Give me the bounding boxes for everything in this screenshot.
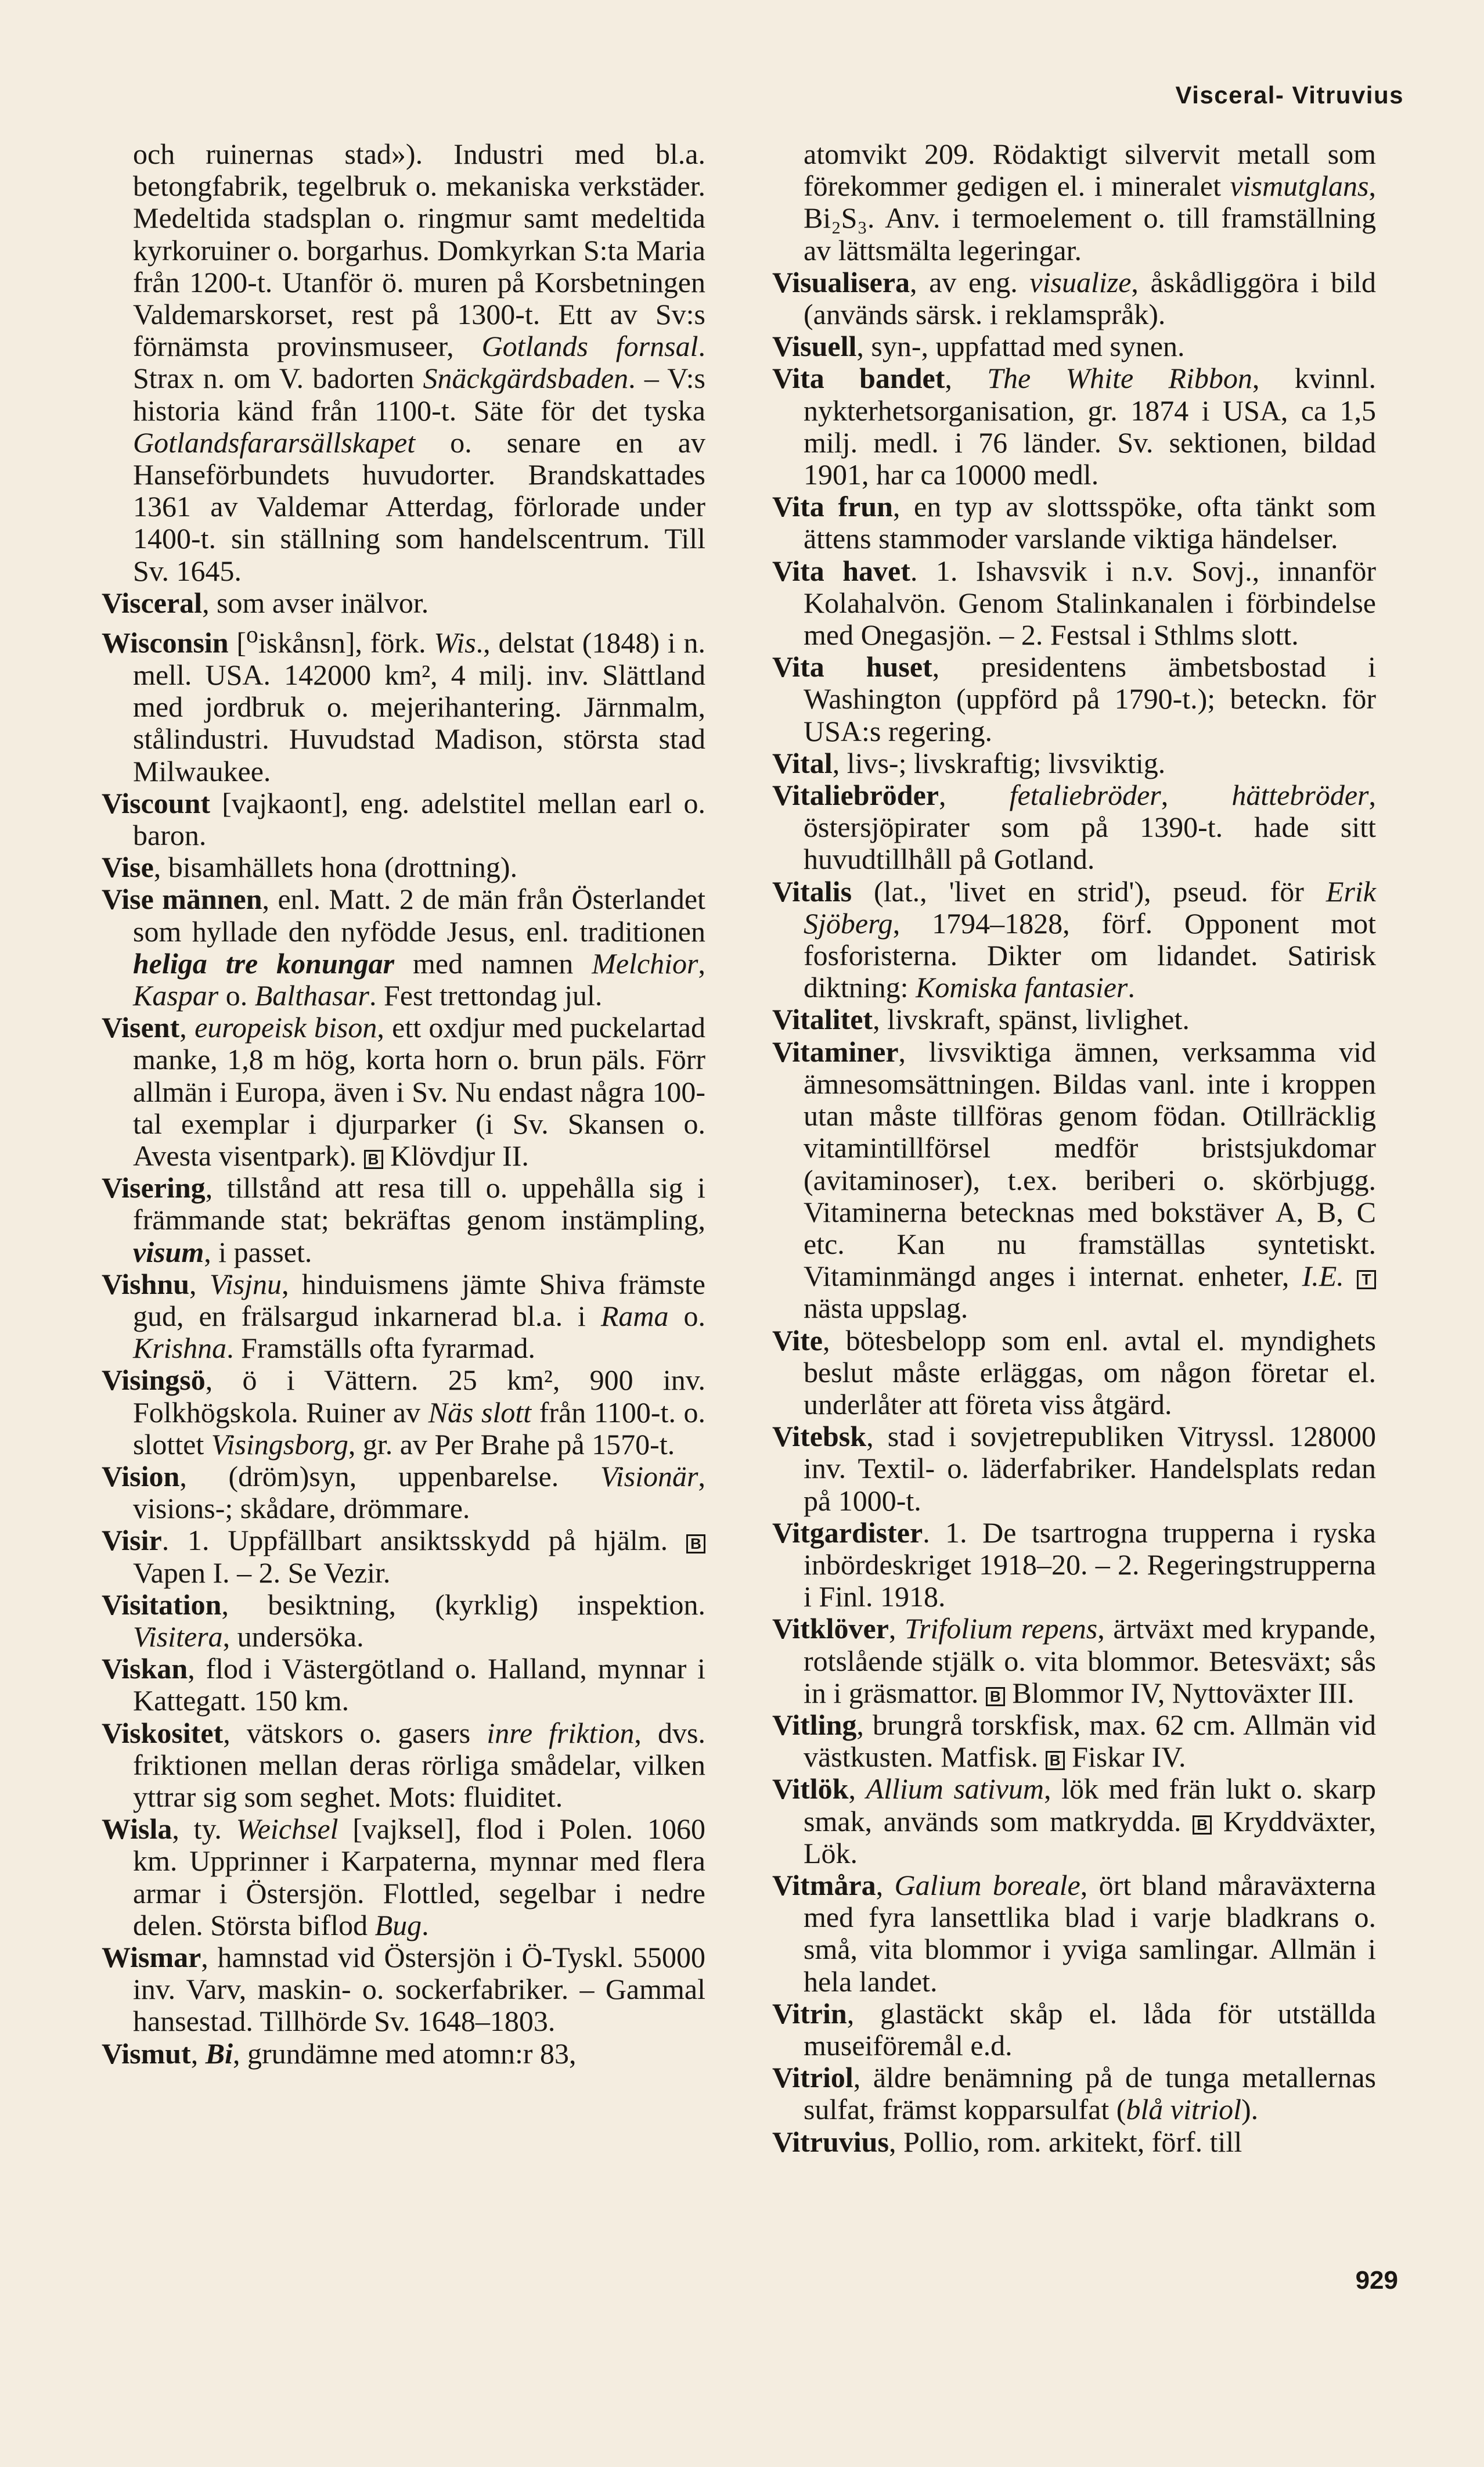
left-column (102, 138, 705, 2070)
dictionary-entry: Vitgardister. 1. De tsartrogna trupperna i ryska inbördeskriget 1918–20. – 2. Regeringstrupperna i Finl. 1918. (772, 1516, 1376, 1613)
dictionary-entry: Vishnu, Visjnu, hinduismens jämte Shiva främste gud, en frälsargud inkarnerad bl.a. i Rama o. Krishna. Framställs ofta fyrarmad. (102, 1267, 705, 1365)
dictionary-entry: Viskositet, vätskors o. gasers inre friktion, dvs. friktionen mellan deras rörliga smådelar, vilken yttrar sig som seghet. Mots: fluiditet. (102, 1716, 705, 1814)
dictionary-entry: Visir. 1. Uppfällbart ansiktsskydd på hjälm. B Vapen I. – 2. Se Vezir. (102, 1524, 705, 1588)
dictionary-entry: Wisla, ty. Weichsel [vajksel], flod i Polen. 1060 km. Upprinner i Karpaterna, mynnar med flera armar i Östersjön. Flottled, segelbar i nedre delen. Största biflod Bug. (102, 1813, 705, 1941)
dictionary-entry: Vitrin, glastäckt skåp el. låda för utställda museiföremål e.d. (772, 1997, 1376, 2062)
dictionary-entry: Vitalitet, livskraft, spänst, livlighet. (772, 1003, 1190, 1036)
dictionary-entry: Wismar, hamnstad vid Östersjön i Ö-Tyskl. 55000 inv. Varv, maskin- o. sockerfabriker. – Gammal hansestad. Tillhörde Sv. 1648–1803. (102, 1941, 705, 2038)
dictionary-entry: Vita frun, en typ av slottsspöke, ofta tänkt som ättens stammoder varslande viktiga händelser. (772, 490, 1376, 555)
dictionary-entry: Visualisera, av eng. visualize, åskådliggöra i bild (används särsk. i reklamspråk). (772, 265, 1376, 331)
reference-box-icon: B (364, 1150, 383, 1169)
running-header: Visceral- Vitruvius (1175, 81, 1404, 109)
right-column (772, 138, 1376, 2158)
dictionary-entry: Vise, bisamhällets hona (drottning). (102, 851, 518, 884)
dictionary-entry: Vitaminer, livsviktiga ämnen, verksamma vid ämnesomsättningen. Bildas vanl. inte i kroppen utan måste tillföras genom födan. Otillräcklig vitamintillförsel medför bristsjukdomar (avitaminoser), t.ex. beriberi o. skörbjugg. Vitaminerna betecknas med bokstäver A, B, C etc. Kan nu framställas syntetiskt. Vitaminmängd anges i internat. enheter, I.E. T nästa uppslag. (772, 1035, 1376, 1325)
dictionary-entry: Vision, (dröm)syn, uppenbarelse. Visionär, visions-; skådare, drömmare. (102, 1459, 705, 1525)
reference-box-icon: B (1046, 1751, 1065, 1770)
dictionary-entry: Vitriol, äldre benämning på de tunga metallernas sulfat, främst kopparsulfat (blå vitriol). (772, 2061, 1376, 2126)
dictionary-entry: Vita bandet, The White Ribbon, kvinnl. nykterhetsorganisation, gr. 1874 i USA, ca 1,5 milj. medl. i 76 länder. Sv. sektionen, bildad 1901, har ca 10000 medl. (772, 362, 1377, 491)
dictionary-entry: Vitklöver, Trifolium repens, ärtväxt med krypande, rotslående stjälk o. vita blommor. Betesväxt; sås in i gräsmattor. B Blommor IV, Nyttoväxter III. (772, 1612, 1376, 1709)
dictionary-entry: Vitaliebröder, fetaliebröder, hättebröder, östersjöpirater som på 1390-t. hade sitt huvudtillhåll på Gotland. (772, 779, 1376, 876)
dictionary-entry: Viscount [vajkaont], eng. adelstitel mellan earl o. baron. (102, 786, 705, 851)
dictionary-entry: Visceral, som avser inälvor. (102, 586, 429, 619)
reference-box-icon: B (986, 1687, 1005, 1706)
dictionary-entry: Visent, europeisk bison, ett oxdjur med puckelartad manke, 1,8 m hög, korta horn o. brun päls. Förr allmän i Europa, även i Sv. Nu endast några 100-tal exemplar i djurparker (i Sv. Skansen o. Avesta visentpark). B Klövdjur II. (102, 1011, 705, 1172)
dictionary-entry: Vismut, Bi, grundämne med atomn:r 83, (102, 2037, 577, 2070)
reference-box-icon: T (1357, 1270, 1376, 1289)
dictionary-entry: Visitation, besiktning, (kyrklig) inspektion. Visitera, undersöka. (102, 1588, 705, 1653)
reference-box-icon: B (686, 1534, 705, 1553)
dictionary-entry: Visuell, syn-, uppfattad med synen. (772, 330, 1185, 363)
dictionary-entry: Vita huset, presidentens ämbetsbostad i Washington (uppförd på 1790-t.); beteckn. för USA:s regering. (772, 650, 1376, 747)
dictionary-entry: Visingsö, ö i Vättern. 25 km², 900 inv. Folkhögskola. Ruiner av Näs slott från 1100-t. o. slottet Visingsborg, gr. av Per Brahe på 1570-t. (102, 1364, 705, 1461)
reference-box-icon: B (1193, 1815, 1212, 1835)
dictionary-entry: Vitlök, Allium sativum, lök med frän lukt o. skarp smak, används som matkrydda. B Kryddväxter, Lök. (772, 1772, 1376, 1869)
dictionary-entry: Vitebsk, stad i sovjetrepubliken Vitryssl. 128000 inv. Textil- o. läderfabriker. Handelsplats redan på 1000-t. (772, 1420, 1376, 1517)
dictionary-entry: Visering, tillstånd att resa till o. uppehålla sig i främmande stat; bekräftas genom instämpling, visum, i passet. (102, 1171, 705, 1268)
dictionary-entry: Viskan, flod i Västergötland o. Halland, mynnar i Kattegatt. 150 km. (102, 1652, 705, 1717)
dictionary-entry: Vitling, brungrå torskfisk, max. 62 cm. Allmän vid västkusten. Matfisk. B Fiskar IV. (772, 1708, 1376, 1774)
page-number: 929 (1355, 2266, 1398, 2295)
dictionary-entry: Vite, bötesbelopp som enl. avtal el. myndighets beslut måste erläggas, om någon företar el. underlåter att företa viss åtgärd. (772, 1324, 1376, 1420)
dictionary-entry: Vita havet. 1. Ishavsvik i n.v. Sovj., innanför Kolahalvön. Genom Stalinkanalen i förbindelse med Onegasjön. – 2. Festsal i Sthlms slott. (772, 554, 1376, 652)
dictionary-entry: Vitruvius, Pollio, rom. arkitekt, förf. till (772, 2125, 1242, 2158)
right-column-continuation: atomvikt 209. Rödaktigt silvervit metall som förekommer gedigen el. i mineralet vismutglans, Bi₂S₃. Anv. i termoelement o. till framställning av lättsmälta legeringar. (804, 138, 1376, 267)
dictionary-entry: Vital, livs-; livskraftig; livsviktig. (772, 746, 1166, 779)
dictionary-entry: Vitalis (lat., 'livet en strid'), pseud. för Erik Sjöberg, 1794–1828, förf. Opponent mot fosforisterna. Dikter om lidandet. Satirisk diktning: Komiska fantasier. (772, 875, 1376, 1004)
dictionary-entry: Wisconsin [$^o$iskånsn], förk. Wis., delstat (1848) i n. mell. USA. 142000 km², 4 milj. inv. Slättland med jordbruk o. mejerihantering. Järnmalm, stålindustri. Huvudstad Madison, största stad Milwaukee. (102, 621, 706, 787)
left-column-continuation: och ruinernas stad»). Industri med bl.a. betongfabrik, tegelbruk o. mekaniska verkstäder. Medeltida stadsplan o. ringmur samt medeltida kyrkoruiner o. borgarhus. Domkyrkan S:ta Maria från 1200-t. Utanför ö. muren på Korsbetningen Valdemarskorset, rest på 1300-t. Ett av Sv:s förnämsta provinsmuseer, Gotlands fornsal. Strax n. om V. badorten Snäckgärdsbaden. – V:s historia känd från 1100-t. Säte för det tyska Gotlandsfararsällskapet o. senare en av Hanseförbundets huvudorter. Brandskattades 1361 av Valdemar Atterdag, förlorade under 1400-t. sin ställning som handelscentrum. Till Sv. 1645. (133, 138, 706, 587)
dictionary-entry: Vitmåra, Galium boreale, ört bland måraväxterna med fyra lansettlika blad i varje bladkrans o. små, vita blommor i yviga samlingar. Allmän i hela landet. (772, 1868, 1376, 1998)
dictionary-entry: Vise männen, enl. Matt. 2 de män från Österlandet som hyllade den nyfödde Jesus, enl. traditionen heliga tre konungar med namnen Melchior, Kaspar o. Balthasar. Fest trettondag jul. (102, 883, 705, 1012)
